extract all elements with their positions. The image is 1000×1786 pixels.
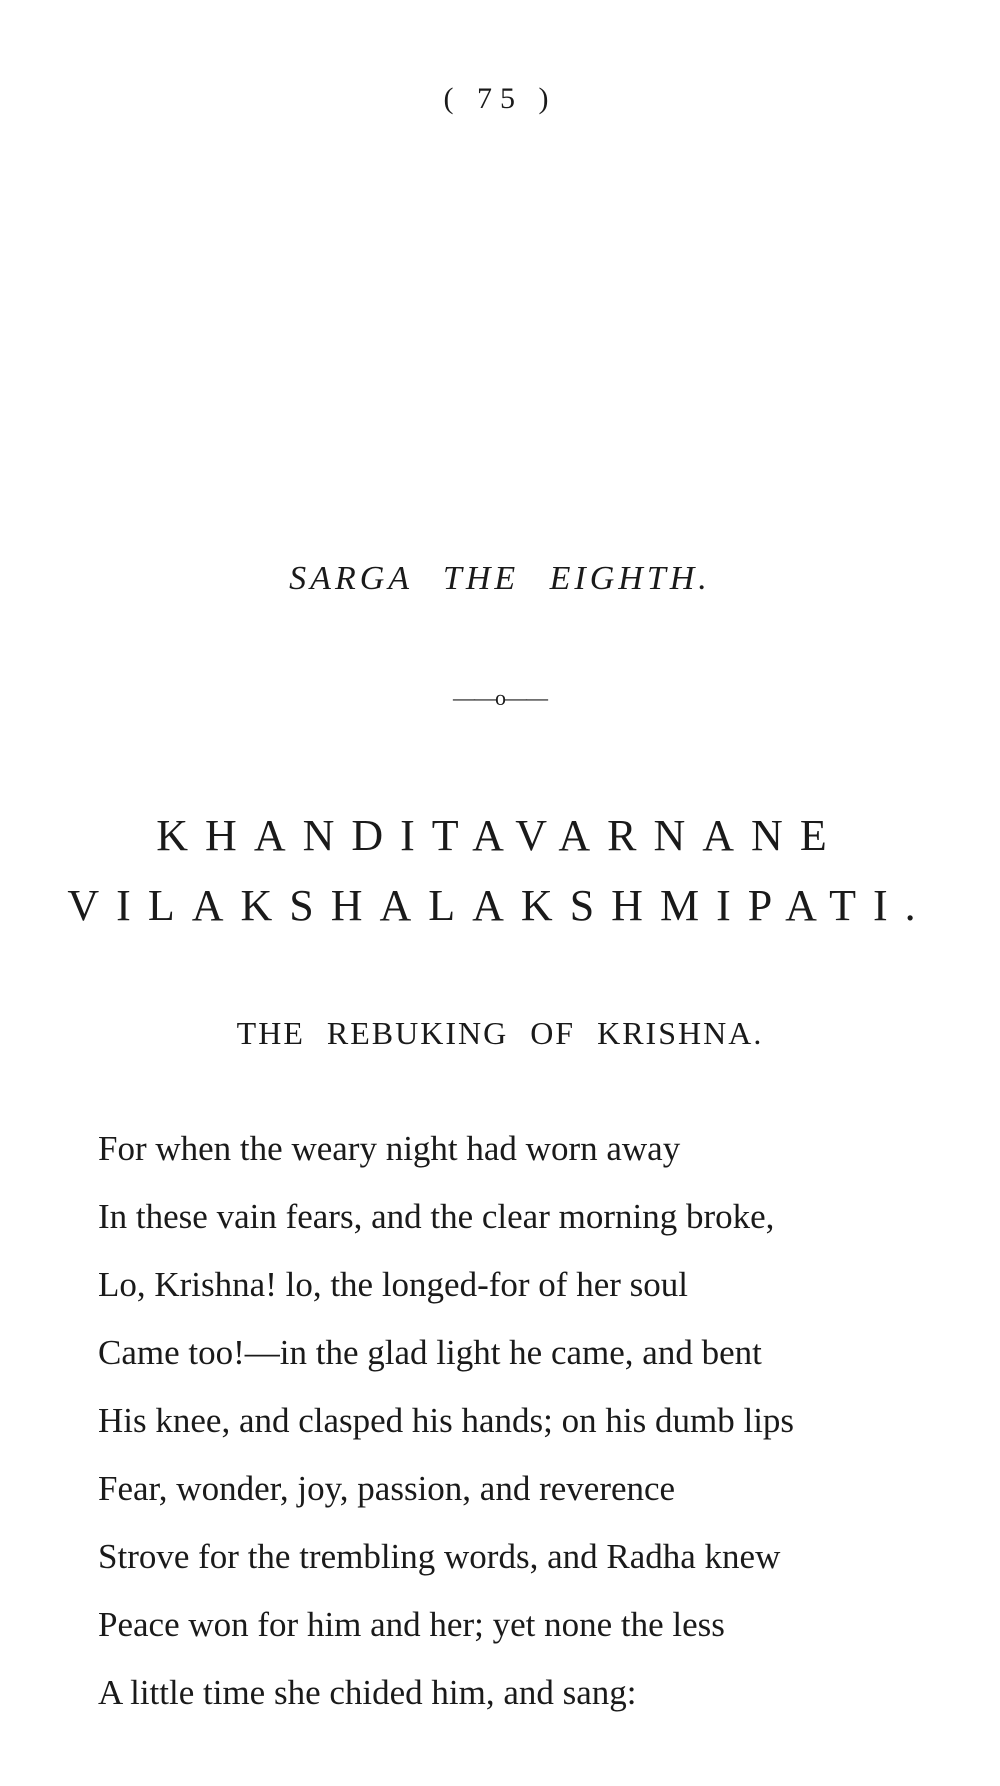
poem-line: In these vain fears, and the clear morning broke, bbox=[98, 1197, 775, 1236]
poem-line: Lo, Krishna! lo, the longed-for of her soul bbox=[98, 1265, 688, 1304]
page-number: ( 75 ) bbox=[443, 82, 557, 115]
poem-body bbox=[98, 1115, 978, 1727]
ornament-divider: ——o—— bbox=[453, 685, 547, 710]
poem-line: Fear, wonder, joy, passion, and reverence bbox=[98, 1469, 676, 1508]
poem-line: A little time she chided him, and sang: bbox=[98, 1673, 637, 1712]
poem-line: Strove for the trembling words, and Radha knew bbox=[98, 1537, 781, 1576]
chapter-heading-line-2: VILAKSHALAKSHMIPATI. bbox=[67, 881, 933, 930]
chapter-subtitle: THE REBUKING OF KRISHNA. bbox=[236, 1015, 764, 1051]
poem-line: For when the weary night had worn away bbox=[98, 1129, 681, 1168]
poem-line: His knee, and clasped his hands; on his dumb lips bbox=[98, 1401, 795, 1440]
poem-line: Came too!—in the glad light he came, and bent bbox=[98, 1333, 762, 1372]
chapter-heading-line-1: KHANDITAVARNANE bbox=[156, 811, 844, 860]
poem-line: Peace won for him and her; yet none the less bbox=[98, 1605, 725, 1644]
sarga-title: SARGA THE EIGHTH. bbox=[289, 560, 711, 597]
